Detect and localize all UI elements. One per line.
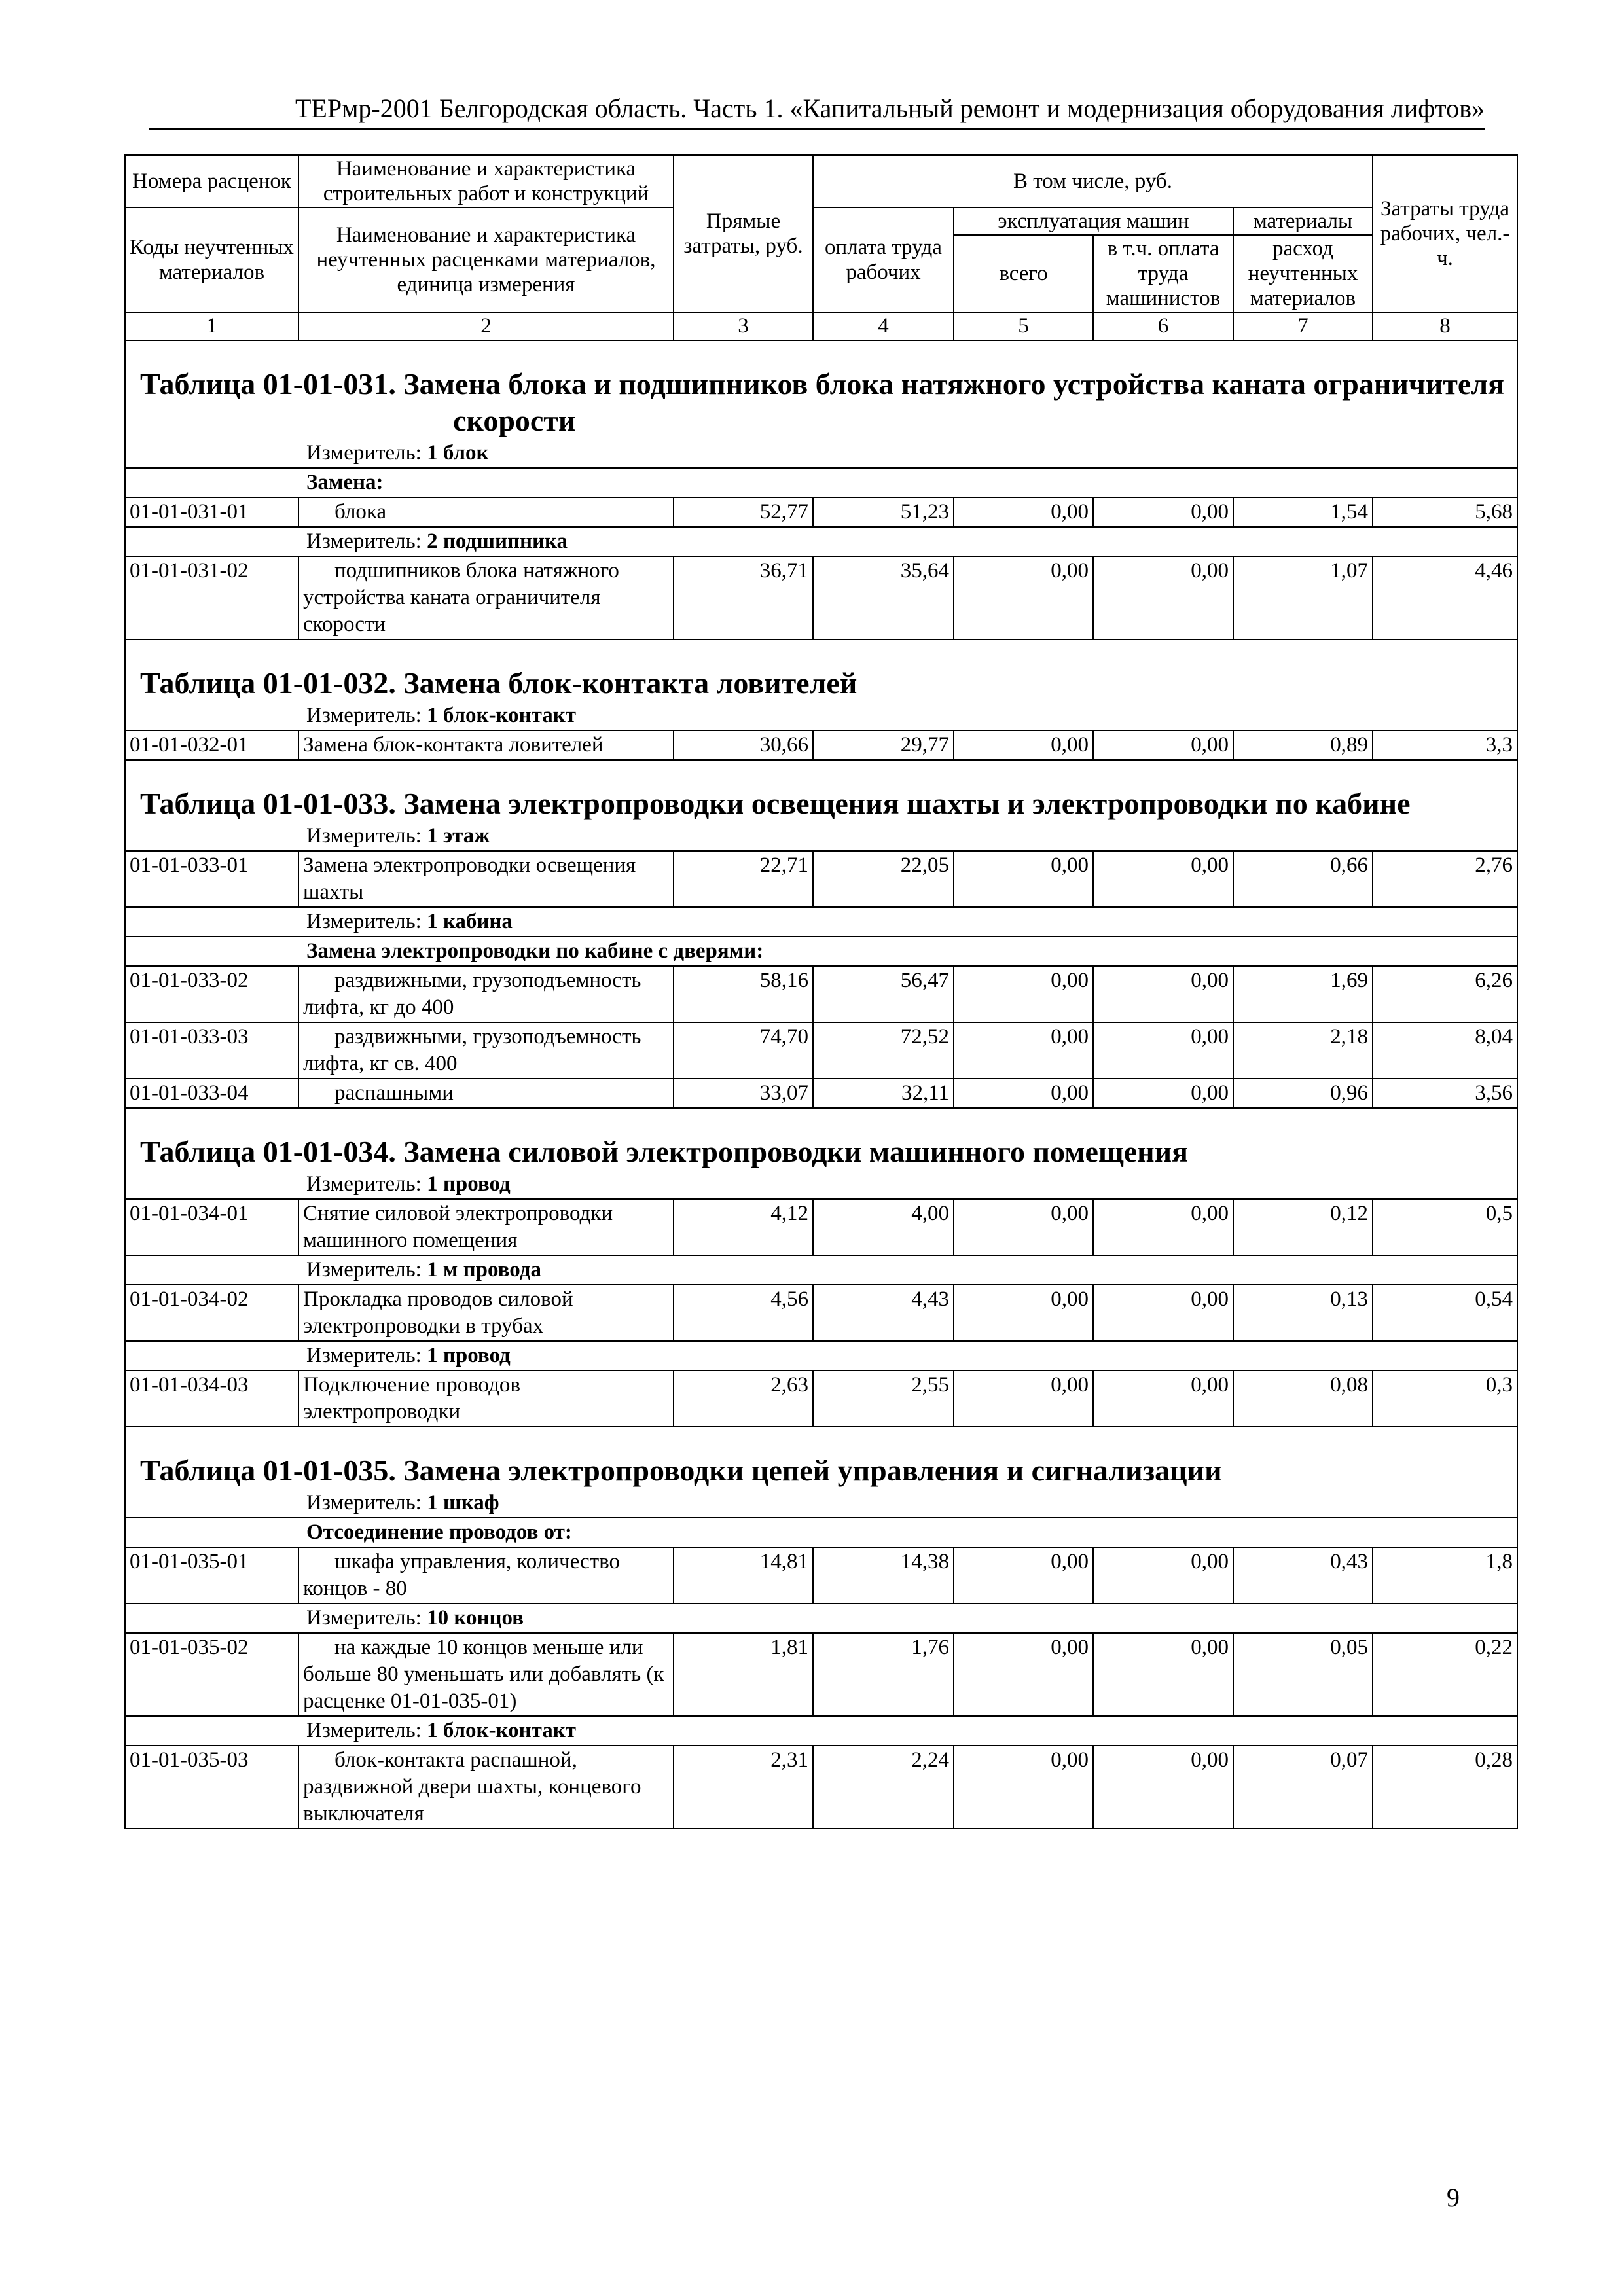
measurer-row <box>125 1255 1517 1285</box>
rate-name: блока <box>298 497 674 527</box>
measurer-label: Измеритель: <box>306 529 427 553</box>
rate-name: Снятие силовой электропроводки машинного помещения <box>298 1199 674 1255</box>
rate-name: раздвижными, грузоподъемность лифта, кг до 400 <box>298 966 674 1022</box>
rate-name: блок-контакта распашной, раздвижной двери шахты, концевого выключателя <box>298 1746 674 1829</box>
rate-code: 01-01-033-03 <box>125 1022 298 1079</box>
section-heading: Отсоединение проводов от: <box>125 1518 1517 1547</box>
worker-pay-cell: 2,55 <box>813 1371 954 1427</box>
col-header-labor-hours: Затраты труда рабочих, чел.-ч. <box>1373 155 1517 312</box>
table-row <box>125 1199 1517 1255</box>
measurer-row <box>125 1716 1517 1746</box>
col-header-materials: материалы <box>1233 207 1373 235</box>
col-header-rate-numbers: Номера расценок <box>125 155 298 207</box>
column-number: 6 <box>1093 312 1233 340</box>
section-heading: Замена: <box>125 468 1517 497</box>
col-header-work-name: Наименование и характеристика строительных работ и конструкций <box>298 155 674 207</box>
measurer-unit: 1 шкаф <box>427 1491 499 1515</box>
worker-pay-cell: 4,00 <box>813 1199 954 1255</box>
rate-name: Замена блок-контакта ловителей <box>298 730 674 760</box>
measurer <box>125 1716 1517 1746</box>
operator-pay-cell: 0,00 <box>1093 966 1233 1022</box>
rate-code: 01-01-035-02 <box>125 1633 298 1716</box>
labor-hours-cell: 3,3 <box>1373 730 1517 760</box>
measurer-unit: 1 блок-контакт <box>427 704 576 727</box>
rate-name: Прокладка проводов силовой электропроводки в трубах <box>298 1285 674 1341</box>
rate-code: 01-01-031-02 <box>125 556 298 639</box>
labor-hours-cell: 4,46 <box>1373 556 1517 639</box>
table-title: Таблица 01-01-033. Замена электропроводки освещения шахты и электропроводки по кабине <box>125 760 1517 822</box>
materials-cost-cell: 0,66 <box>1233 851 1373 907</box>
operator-pay-cell: 0,00 <box>1093 1633 1233 1716</box>
labor-hours-cell: 0,5 <box>1373 1199 1517 1255</box>
operator-pay-cell: 0,00 <box>1093 556 1233 639</box>
machines-total-cell: 0,00 <box>954 730 1093 760</box>
measurer-label: Измеритель: <box>306 1606 427 1630</box>
col-header-material-name: Наименование и характеристика неучтенных расценками материалов, единица измерения <box>298 207 674 312</box>
column-numbers-row <box>125 312 1517 340</box>
column-number: 3 <box>674 312 813 340</box>
column-number: 5 <box>954 312 1093 340</box>
direct-costs-cell: 4,56 <box>674 1285 813 1341</box>
materials-cost-cell: 0,08 <box>1233 1371 1373 1427</box>
table-title-row <box>125 639 1517 702</box>
table-row <box>125 851 1517 907</box>
machines-total-cell: 0,00 <box>954 1022 1093 1079</box>
table-title: Таблица 01-01-035. Замена электропроводки цепей управления и сигнализации <box>125 1427 1517 1489</box>
labor-hours-cell: 8,04 <box>1373 1022 1517 1079</box>
machines-total-cell: 0,00 <box>954 497 1093 527</box>
worker-pay-cell: 2,24 <box>813 1746 954 1829</box>
table-title-row <box>125 1108 1517 1170</box>
col-header-unaccounted-materials: расход неучтенных материалов <box>1233 235 1373 312</box>
table-row <box>125 966 1517 1022</box>
measurer-label: Измеритель: <box>306 1344 427 1367</box>
measurer-label: Измеритель: <box>306 824 427 848</box>
table-title-row <box>125 760 1517 822</box>
measurer-unit: 1 м провода <box>427 1258 541 1282</box>
machines-total-cell: 0,00 <box>954 1371 1093 1427</box>
direct-costs-cell: 30,66 <box>674 730 813 760</box>
table-title-row <box>125 1427 1517 1489</box>
col-header-worker-pay: оплата труда рабочих <box>813 207 954 312</box>
direct-costs-cell: 2,31 <box>674 1746 813 1829</box>
worker-pay-cell: 35,64 <box>813 556 954 639</box>
direct-costs-cell: 2,63 <box>674 1371 813 1427</box>
measurer <box>125 907 1517 937</box>
column-number: 1 <box>125 312 298 340</box>
worker-pay-cell: 56,47 <box>813 966 954 1022</box>
column-number: 7 <box>1233 312 1373 340</box>
rates-table <box>124 154 1518 1829</box>
measurer-row <box>125 1489 1517 1518</box>
table-title: Таблица 01-01-032. Замена блок-контакта ловителей <box>125 639 1517 702</box>
measurer-unit: 1 провод <box>427 1344 511 1367</box>
rate-code: 01-01-034-03 <box>125 1371 298 1427</box>
materials-cost-cell: 0,43 <box>1233 1547 1373 1604</box>
measurer <box>125 1170 1517 1199</box>
rate-code: 01-01-031-01 <box>125 497 298 527</box>
table-row <box>125 730 1517 760</box>
measurer <box>125 1489 1517 1518</box>
col-header-material-codes: Коды неучтенных материалов <box>125 207 298 312</box>
rate-code: 01-01-033-02 <box>125 966 298 1022</box>
rate-code: 01-01-032-01 <box>125 730 298 760</box>
measurer-unit: 10 концов <box>427 1606 524 1630</box>
operator-pay-cell: 0,00 <box>1093 1371 1233 1427</box>
section-heading: Замена электропроводки по кабине с дверями: <box>125 937 1517 966</box>
labor-hours-cell: 0,28 <box>1373 1746 1517 1829</box>
measurer <box>125 1341 1517 1371</box>
measurer-label: Измеритель: <box>306 1258 427 1282</box>
col-header-direct-costs: Прямые затраты, руб. <box>674 155 813 312</box>
table-title: Таблица 01-01-034. Замена силовой электропроводки машинного помещения <box>125 1108 1517 1170</box>
measurer-unit: 1 провод <box>427 1172 511 1196</box>
rate-name: шкафа управления, количество концов - 80 <box>298 1547 674 1604</box>
col-header-machines-total: всего <box>954 235 1093 312</box>
column-number: 2 <box>298 312 674 340</box>
direct-costs-cell: 14,81 <box>674 1547 813 1604</box>
col-header-machines: эксплуатация машин <box>954 207 1233 235</box>
col-header-including: В том числе, руб. <box>813 155 1373 207</box>
operator-pay-cell: 0,00 <box>1093 851 1233 907</box>
worker-pay-cell: 4,43 <box>813 1285 954 1341</box>
measurer-unit: 2 подшипника <box>427 529 568 553</box>
machines-total-cell: 0,00 <box>954 1285 1093 1341</box>
table-row <box>125 1079 1517 1108</box>
materials-cost-cell: 0,96 <box>1233 1079 1373 1108</box>
rate-name: на каждые 10 концов меньше или больше 80 уменьшать или добавлять (к расценке 01-01-035-01) <box>298 1633 674 1716</box>
rate-code: 01-01-033-04 <box>125 1079 298 1108</box>
materials-cost-cell: 1,69 <box>1233 966 1373 1022</box>
table-title: Таблица 01-01-031. Замена блока и подшипников блока натяжного устройства каната ограничителя скорости <box>125 340 1517 439</box>
measurer-label: Измеритель: <box>306 910 427 933</box>
measurer-row <box>125 439 1517 468</box>
worker-pay-cell: 32,11 <box>813 1079 954 1108</box>
table-row <box>125 1547 1517 1604</box>
rate-code: 01-01-034-01 <box>125 1199 298 1255</box>
measurer-label: Измеритель: <box>306 1491 427 1515</box>
machines-total-cell: 0,00 <box>954 556 1093 639</box>
measurer-row <box>125 702 1517 730</box>
materials-cost-cell: 1,54 <box>1233 497 1373 527</box>
operator-pay-cell: 0,00 <box>1093 1746 1233 1829</box>
materials-cost-cell: 0,12 <box>1233 1199 1373 1255</box>
measurer-row <box>125 822 1517 851</box>
running-header: ТЕРмр-2001 Белгородская область. Часть 1. «Капитальный ремонт и модернизация оборудования лифтов» <box>149 93 1485 130</box>
worker-pay-cell: 1,76 <box>813 1633 954 1716</box>
operator-pay-cell: 0,00 <box>1093 1079 1233 1108</box>
measurer-row <box>125 527 1517 556</box>
page-number: 9 <box>1447 2183 1460 2212</box>
machines-total-cell: 0,00 <box>954 1079 1093 1108</box>
machines-total-cell: 0,00 <box>954 851 1093 907</box>
worker-pay-cell: 72,52 <box>813 1022 954 1079</box>
measurer-row <box>125 1604 1517 1633</box>
table-row <box>125 497 1517 527</box>
materials-cost-cell: 0,05 <box>1233 1633 1373 1716</box>
measurer-unit: 1 этаж <box>427 824 490 848</box>
measurer-row <box>125 907 1517 937</box>
measurer-unit: 1 блок <box>427 441 489 465</box>
section-row <box>125 468 1517 497</box>
labor-hours-cell: 3,56 <box>1373 1079 1517 1108</box>
worker-pay-cell: 51,23 <box>813 497 954 527</box>
measurer-unit: 1 кабина <box>427 910 513 933</box>
operator-pay-cell: 0,00 <box>1093 730 1233 760</box>
direct-costs-cell: 74,70 <box>674 1022 813 1079</box>
direct-costs-cell: 36,71 <box>674 556 813 639</box>
labor-hours-cell: 6,26 <box>1373 966 1517 1022</box>
measurer-label: Измеритель: <box>306 1172 427 1196</box>
measurer-unit: 1 блок-контакт <box>427 1719 576 1742</box>
measurer <box>125 1604 1517 1633</box>
measurer <box>125 527 1517 556</box>
section-row <box>125 937 1517 966</box>
rate-name: распашными <box>298 1079 674 1108</box>
column-number: 8 <box>1373 312 1517 340</box>
col-header-operator-pay: в т.ч. оплата труда машинистов <box>1093 235 1233 312</box>
rate-code: 01-01-033-01 <box>125 851 298 907</box>
labor-hours-cell: 0,3 <box>1373 1371 1517 1427</box>
materials-cost-cell: 0,13 <box>1233 1285 1373 1341</box>
rate-name: подшипников блока натяжного устройства каната ограничителя скорости <box>298 556 674 639</box>
machines-total-cell: 0,00 <box>954 1199 1093 1255</box>
operator-pay-cell: 0,00 <box>1093 1199 1233 1255</box>
machines-total-cell: 0,00 <box>954 1633 1093 1716</box>
measurer <box>125 439 1517 468</box>
table-row <box>125 556 1517 639</box>
operator-pay-cell: 0,00 <box>1093 497 1233 527</box>
labor-hours-cell: 0,54 <box>1373 1285 1517 1341</box>
measurer <box>125 702 1517 730</box>
table-row <box>125 1285 1517 1341</box>
measurer <box>125 822 1517 851</box>
direct-costs-cell: 33,07 <box>674 1079 813 1108</box>
direct-costs-cell: 52,77 <box>674 497 813 527</box>
measurer-label: Измеритель: <box>306 441 427 465</box>
measurer <box>125 1255 1517 1285</box>
worker-pay-cell: 22,05 <box>813 851 954 907</box>
labor-hours-cell: 0,22 <box>1373 1633 1517 1716</box>
worker-pay-cell: 14,38 <box>813 1547 954 1604</box>
materials-cost-cell: 0,89 <box>1233 730 1373 760</box>
column-number: 4 <box>813 312 954 340</box>
measurer-label: Измеритель: <box>306 1719 427 1742</box>
rate-code: 01-01-034-02 <box>125 1285 298 1341</box>
table-row <box>125 1633 1517 1716</box>
operator-pay-cell: 0,00 <box>1093 1547 1233 1604</box>
labor-hours-cell: 5,68 <box>1373 497 1517 527</box>
machines-total-cell: 0,00 <box>954 966 1093 1022</box>
table-title-row <box>125 340 1517 439</box>
rate-code: 01-01-035-01 <box>125 1547 298 1604</box>
materials-cost-cell: 2,18 <box>1233 1022 1373 1079</box>
measurer-row <box>125 1341 1517 1371</box>
direct-costs-cell: 4,12 <box>674 1199 813 1255</box>
rate-name: Замена электропроводки освещения шахты <box>298 851 674 907</box>
table-row <box>125 1371 1517 1427</box>
rate-name: раздвижными, грузоподъемность лифта, кг св. 400 <box>298 1022 674 1079</box>
labor-hours-cell: 2,76 <box>1373 851 1517 907</box>
machines-total-cell: 0,00 <box>954 1547 1093 1604</box>
rate-name: Подключение проводов электропроводки <box>298 1371 674 1427</box>
section-row <box>125 1518 1517 1547</box>
rate-code: 01-01-035-03 <box>125 1746 298 1829</box>
direct-costs-cell: 22,71 <box>674 851 813 907</box>
operator-pay-cell: 0,00 <box>1093 1285 1233 1341</box>
labor-hours-cell: 1,8 <box>1373 1547 1517 1604</box>
table-row <box>125 1022 1517 1079</box>
materials-cost-cell: 1,07 <box>1233 556 1373 639</box>
direct-costs-cell: 1,81 <box>674 1633 813 1716</box>
machines-total-cell: 0,00 <box>954 1746 1093 1829</box>
table-row <box>125 1746 1517 1829</box>
worker-pay-cell: 29,77 <box>813 730 954 760</box>
operator-pay-cell: 0,00 <box>1093 1022 1233 1079</box>
measurer-label: Измеритель: <box>306 704 427 727</box>
measurer-row <box>125 1170 1517 1199</box>
materials-cost-cell: 0,07 <box>1233 1746 1373 1829</box>
direct-costs-cell: 58,16 <box>674 966 813 1022</box>
